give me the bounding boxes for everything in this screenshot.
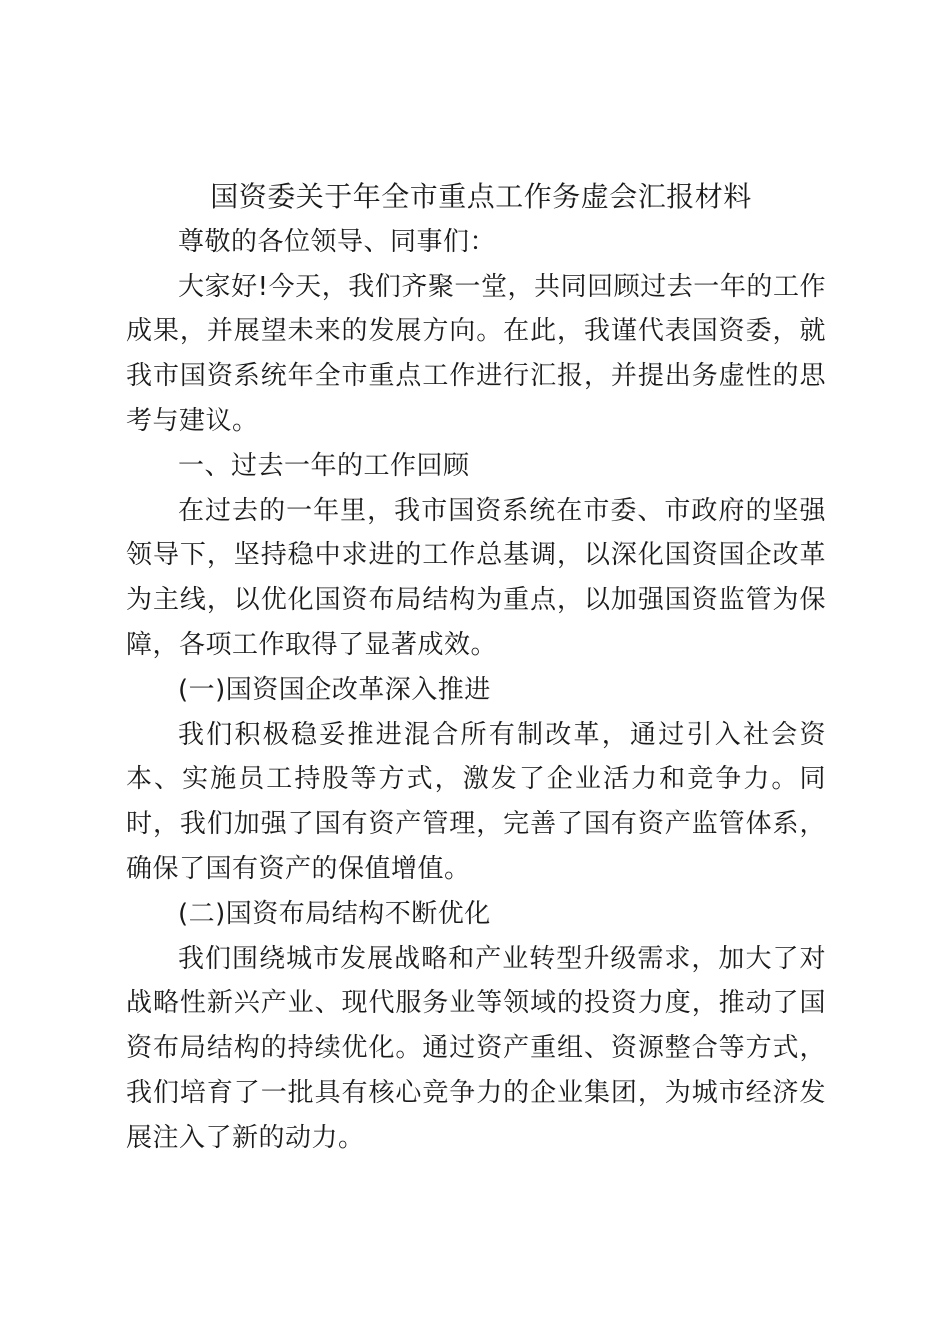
- subsection-heading-layout: (二)国资布局结构不断优化: [178, 898, 491, 929]
- document-body: [126, 175, 826, 1161]
- paragraph-layout: 我们围绕城市发展战略和产业转型升级需求，加大了对战略性新兴产业、现代服务业等领域的投资力度，推动了国资布局结构的持续优化。通过资产重组、资源整合等方式，我们培育了一批具有核心竞争力的企业集团，为城市经济发展注入了新的动力。: [126, 943, 826, 1153]
- document-title: 国资委关于年全市重点工作务虚会汇报材料: [210, 180, 752, 213]
- salutation: 尊敬的各位领导、同事们：: [178, 226, 497, 257]
- section-heading-review: 一、过去一年的工作回顾: [178, 450, 470, 481]
- subsection-heading-reform: (一)国资国企改革深入推进: [178, 674, 491, 705]
- paragraph-opening: 大家好!今天，我们齐聚一堂，共同回顾过去一年的工作成果，并展望未来的发展方向。在此，我谨代表国资委，就我市国资系统年全市重点工作进行汇报，并提出务虚性的思考与建议。: [126, 271, 826, 436]
- paragraph-reform: 我们积极稳妥推进混合所有制改革，通过引入社会资本、实施员工持股等方式，激发了企业活力和竞争力。同时，我们加强了国有资产管理，完善了国有资产监管体系，确保了国有资产的保值增值。: [126, 719, 826, 884]
- paragraph-review: 在过去的一年里，我市国资系统在市委、市政府的坚强领导下，坚持稳中求进的工作总基调，以深化国资国企改革为主线，以优化国资布局结构为重点，以加强国资监管为保障，各项工作取得了显著成效。: [126, 495, 826, 660]
